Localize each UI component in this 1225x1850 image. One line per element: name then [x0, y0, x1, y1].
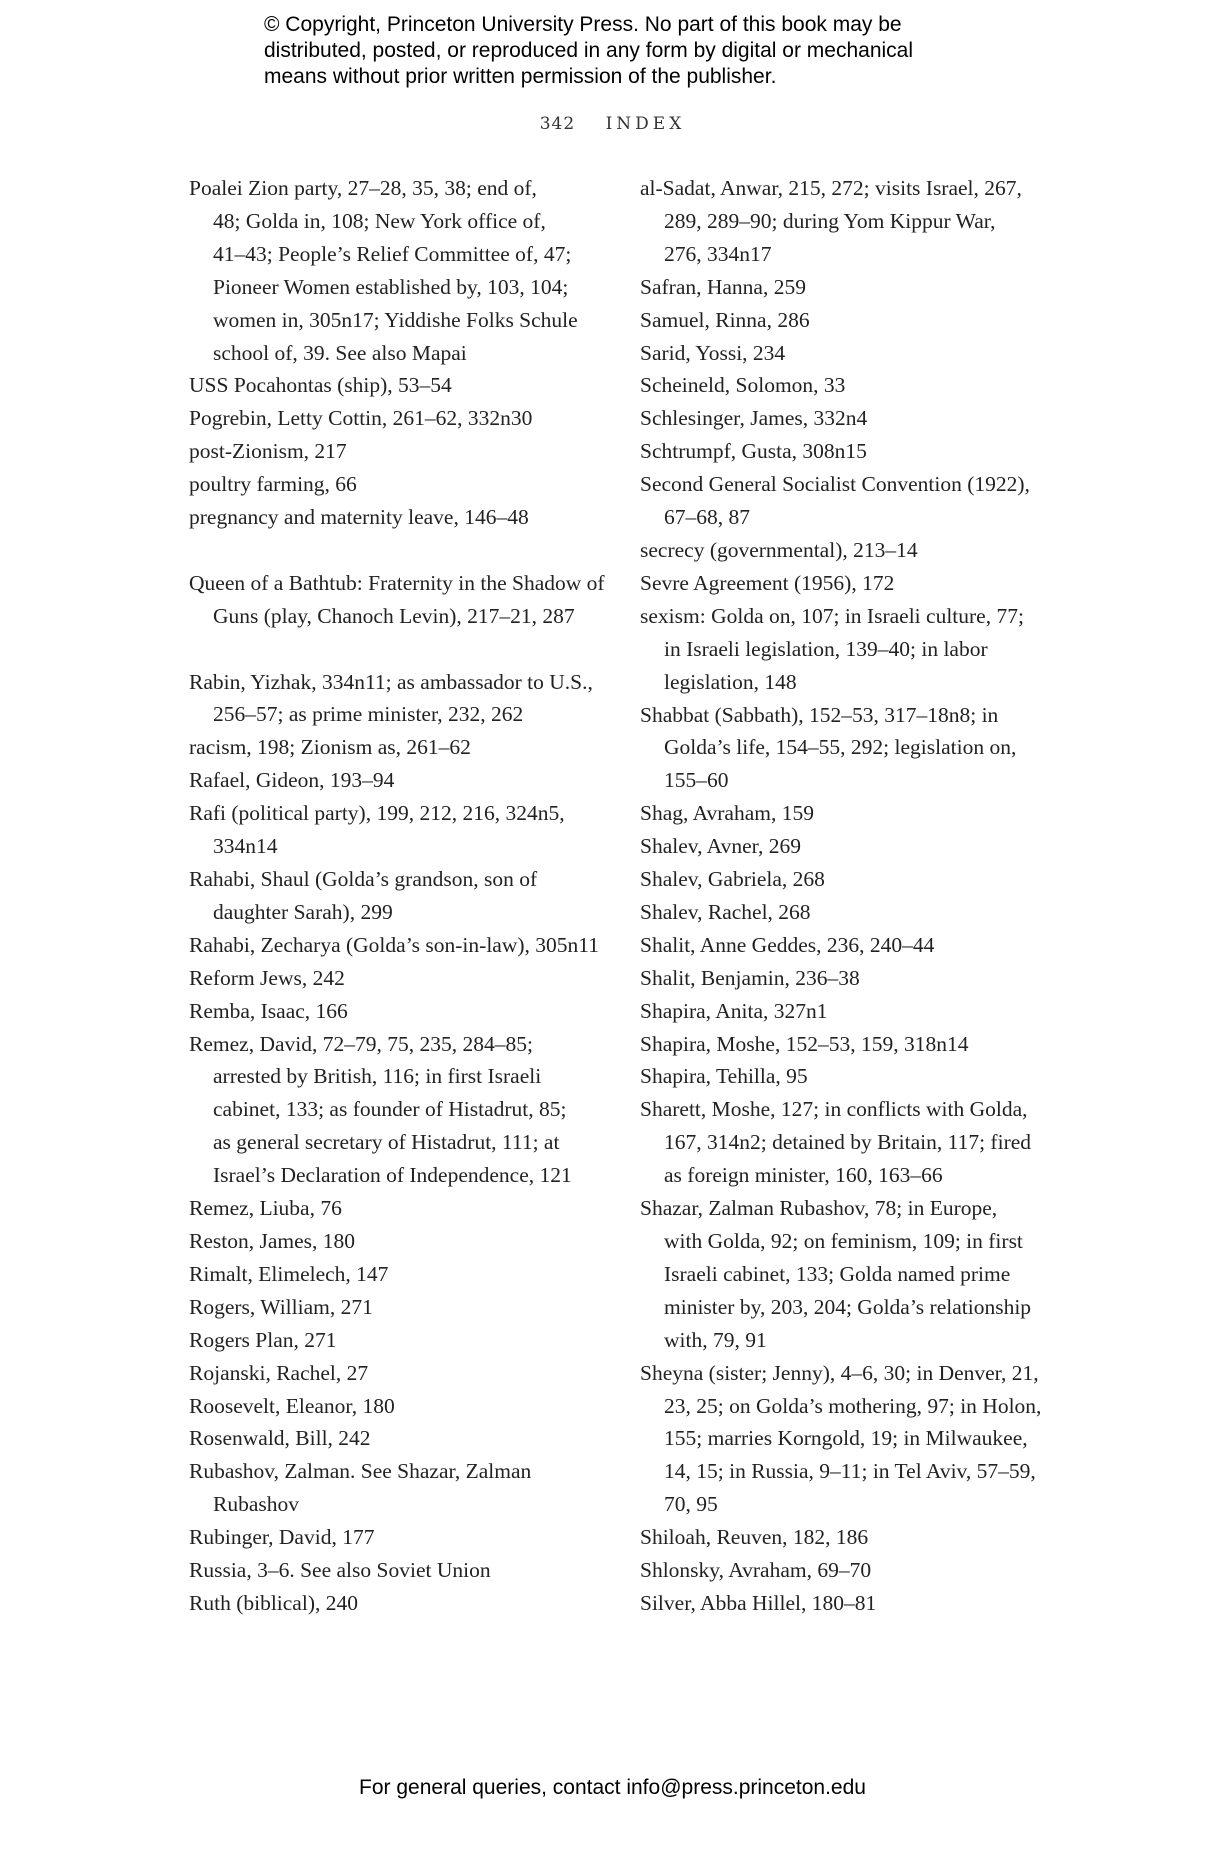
- index-entry: Pogrebin, Letty Cottin, 261–62, 332n30: [189, 406, 533, 431]
- index-entry: Scheineld, Solomon, 33: [640, 373, 846, 398]
- index-entry: Rosenwald, Bill, 242: [189, 1426, 371, 1451]
- index-entry: Sarid, Yossi, 234: [640, 340, 786, 365]
- page-number: 342: [539, 114, 576, 134]
- index-entry: al-Sadat, Anwar, 215, 272; visits Israel, 267, 289, 289–90; during Yom Kippur War, 276, 334n17: [640, 176, 1022, 266]
- copyright-line: distributed, posted, or reproduced in any form by digital or mechanical: [264, 39, 914, 62]
- index-entry: Sheyna (sister; Jenny), 4–6, 30; in Denver, 21, 23, 25; on Golda’s mothering, 97; in Holon, 155; marries Korngold, 19; in Milwaukee, 14, 15; in Russia, 9–11; in Tel Aviv, 57–59, 70, 95: [640, 1360, 1042, 1517]
- index-column-left: [189, 172, 629, 1620]
- index-entry: USS Pocahontas (ship), 53–54: [189, 373, 452, 398]
- index-entry: Shalev, Avner, 269: [640, 834, 801, 859]
- index-entry: Schtrumpf, Gusta, 308n15: [640, 439, 867, 464]
- index-entry: Samuel, Rinna, 286: [640, 307, 810, 332]
- index-entry: Shalit, Benjamin, 236–38: [640, 965, 860, 990]
- index-entry: Shazar, Zalman Rubashov, 78; in Europe, with Golda, 92; on feminism, 109; in first Israeli cabinet, 133; Golda named prime minister by, 203, 204; Golda’s relationship with, 79, 91: [640, 1196, 1032, 1352]
- index-entry: Ruth (biblical), 240: [189, 1590, 358, 1615]
- index-entry: Rabin, Yizhak, 334n11; as ambassador to U.S., 256–57; as prime minister, 232, 262: [189, 669, 593, 727]
- index-entry: Second General Socialist Convention (1922), 67–68, 87: [640, 472, 1030, 530]
- index-entry: Poalei Zion party, 27–28, 35, 38; end of, 48; Golda in, 108; New York office of, 41–43; People’s Relief Committee of, 47; Pioneer Women established by, 103, 104; women in, 305n17; Yiddishe Folks Schule school of, 39. See also Mapai: [189, 176, 578, 365]
- index-entry: Shiloah, Reuven, 182, 186: [640, 1525, 869, 1550]
- index-entry: Rahabi, Zecharya (Golda’s son-in-law), 305n11: [189, 932, 599, 957]
- index-entry: Rafael, Gideon, 193–94: [189, 768, 395, 793]
- index-entry: Rogers Plan, 271: [189, 1327, 337, 1352]
- index-entry: Shapira, Anita, 327n1: [640, 998, 828, 1023]
- index-entry: Schlesinger, James, 332n4: [640, 406, 868, 431]
- index-entry: Sharett, Moshe, 127; in conflicts with Golda, 167, 314n2; detained by Britain, 117; fired as foreign minister, 160, 163–66: [640, 1097, 1032, 1188]
- index-entry: Queen of a Bathtub: Fraternity in the Shadow of Guns (play, Chanoch Levin), 217–21, 287: [189, 570, 605, 628]
- index-entry: Russia, 3–6. See also Soviet Union: [189, 1558, 491, 1583]
- index-entry: Safran, Hanna, 259: [640, 274, 806, 299]
- index-entry: sexism: Golda on, 107; in Israeli culture, 77; in Israeli legislation, 139–40; in labor legislation, 148: [640, 603, 1024, 694]
- index-entry: Shag, Avraham, 159: [640, 801, 814, 826]
- index-entry: Rahabi, Shaul (Golda’s grandson, son of daughter Sarah), 299: [189, 867, 538, 924]
- index-entry: Shlonsky, Avraham, 69–70: [640, 1558, 872, 1583]
- copyright-notice: [264, 12, 1024, 90]
- section-label: INDEX: [605, 114, 686, 134]
- running-head: [0, 114, 1225, 134]
- index-entry: Shalev, Gabriela, 268: [640, 867, 825, 892]
- index-entry: Shabbat (Sabbath), 152–53, 317–18n8; in Golda’s life, 154–55, 292; legislation on, 155–60: [640, 702, 1017, 793]
- index-entry: racism, 198; Zionism as, 261–62: [189, 735, 471, 760]
- index-entry: Shalit, Anne Geddes, 236, 240–44: [640, 932, 935, 957]
- index-entry: Remba, Isaac, 166: [189, 998, 348, 1023]
- index-entry: post-Zionism, 217: [189, 439, 347, 464]
- index-entry: Sevre Agreement (1956), 172: [640, 570, 895, 595]
- index-entry: Rimalt, Elimelech, 147: [189, 1261, 389, 1286]
- index-entry: Reston, James, 180: [189, 1228, 356, 1253]
- copyright-line: © Copyright, Princeton University Press. No part of this book may be: [264, 13, 902, 36]
- index-entry: Rubinger, David, 177: [189, 1525, 375, 1550]
- index-entry: Rogers, William, 271: [189, 1294, 373, 1319]
- index-entry: secrecy (governmental), 213–14: [640, 537, 918, 562]
- index-entry: pregnancy and maternity leave, 146–48: [189, 505, 529, 530]
- index-column-right: [640, 172, 1080, 1620]
- copyright-line: means without prior written permission of the publisher.: [264, 65, 777, 88]
- index-entry: Rafi (political party), 199, 212, 216, 324n5, 334n14: [189, 801, 565, 859]
- index-entry: Remez, Liuba, 76: [189, 1196, 342, 1221]
- index-entry: Rojanski, Rachel, 27: [189, 1360, 369, 1385]
- index-entry: Shapira, Moshe, 152–53, 159, 318n14: [640, 1031, 969, 1056]
- index-entry: Rubashov, Zalman. See Shazar, Zalman Rubashov: [189, 1459, 532, 1517]
- footer-contact: For general queries, contact info@press.princeton.edu: [359, 1776, 866, 1799]
- index-entry: Remez, David, 72–79, 75, 235, 284–85; arrested by British, 116; in first Israeli cabinet, 133; as founder of Histadrut, 85; as general secretary of Histadrut, 111; at Israel’s Declaration of Independence, 121: [189, 1031, 572, 1188]
- index-entry: Shalev, Rachel, 268: [640, 899, 811, 924]
- index-entry: poultry farming, 66: [189, 472, 357, 497]
- index-entry: Roosevelt, Eleanor, 180: [189, 1393, 395, 1418]
- index-entry: Shapira, Tehilla, 95: [640, 1064, 808, 1089]
- index-entry: Reform Jews, 242: [189, 965, 345, 990]
- index-entry: Silver, Abba Hillel, 180–81: [640, 1590, 877, 1615]
